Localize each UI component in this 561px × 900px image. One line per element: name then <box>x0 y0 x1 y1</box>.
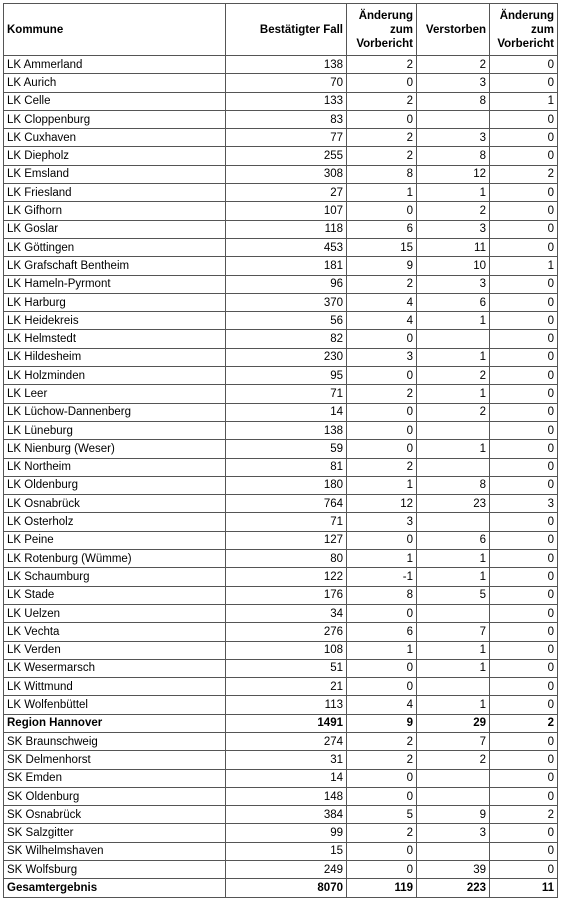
death-change-cell: 0 <box>490 751 558 769</box>
case-change-cell: 0 <box>347 440 417 458</box>
kommune-cell: LK Celle <box>4 92 226 110</box>
deaths-cell: 2 <box>417 367 490 385</box>
table-row <box>4 550 558 568</box>
deaths-cell: 2 <box>417 403 490 421</box>
case-change-cell: 4 <box>347 696 417 714</box>
case-change-cell: 5 <box>347 806 417 824</box>
death-change-cell: 0 <box>490 220 558 238</box>
confirmed-cases-cell: 274 <box>226 732 347 750</box>
death-change-cell: 3 <box>490 495 558 513</box>
deaths-cell: 7 <box>417 732 490 750</box>
confirmed-cases-cell: 180 <box>226 476 347 494</box>
deaths-cell: 1 <box>417 659 490 677</box>
kommune-cell: LK Hildesheim <box>4 348 226 366</box>
case-change-cell: 0 <box>347 659 417 677</box>
case-change-cell: 1 <box>347 550 417 568</box>
confirmed-cases-cell: 108 <box>226 641 347 659</box>
confirmed-cases-cell: 107 <box>226 202 347 220</box>
kommune-cell: LK Peine <box>4 531 226 549</box>
confirmed-cases-cell: 230 <box>226 348 347 366</box>
case-change-cell: 0 <box>347 330 417 348</box>
death-change-cell: 0 <box>490 550 558 568</box>
confirmed-cases-cell: 453 <box>226 238 347 256</box>
confirmed-cases-cell: 82 <box>226 330 347 348</box>
deaths-cell: 2 <box>417 751 490 769</box>
deaths-cell: 11 <box>417 238 490 256</box>
death-change-cell: 0 <box>490 842 558 860</box>
confirmed-cases-cell: 81 <box>226 458 347 476</box>
table-row <box>4 513 558 531</box>
deaths-cell <box>417 421 490 439</box>
confirmed-cases-cell: 1491 <box>226 714 347 732</box>
deaths-cell <box>417 842 490 860</box>
table-row <box>4 842 558 860</box>
confirmed-cases-cell: 113 <box>226 696 347 714</box>
death-change-cell: 0 <box>490 861 558 879</box>
death-change-cell: 0 <box>490 385 558 403</box>
confirmed-cases-cell: 255 <box>226 147 347 165</box>
case-change-cell: 8 <box>347 165 417 183</box>
kommune-cell: LK Osnabrück <box>4 495 226 513</box>
case-change-cell: 2 <box>347 824 417 842</box>
case-change-cell: 0 <box>347 74 417 92</box>
table-row <box>4 641 558 659</box>
death-change-cell: 2 <box>490 165 558 183</box>
case-change-cell: 2 <box>347 385 417 403</box>
confirmed-cases-cell: 99 <box>226 824 347 842</box>
death-change-cell: 0 <box>490 641 558 659</box>
case-change-cell: 0 <box>347 842 417 860</box>
kommune-cell: LK Leer <box>4 385 226 403</box>
case-change-cell: 2 <box>347 129 417 147</box>
case-change-cell: 3 <box>347 348 417 366</box>
confirmed-cases-cell: 96 <box>226 275 347 293</box>
death-change-cell: 0 <box>490 238 558 256</box>
case-change-cell: 2 <box>347 732 417 750</box>
death-change-cell: 0 <box>490 440 558 458</box>
table-row <box>4 824 558 842</box>
death-change-cell: 0 <box>490 403 558 421</box>
death-change-cell: 0 <box>490 56 558 74</box>
deaths-cell: 1 <box>417 440 490 458</box>
death-change-cell: 0 <box>490 348 558 366</box>
death-change-cell: 0 <box>490 568 558 586</box>
table-row <box>4 751 558 769</box>
table-row <box>4 458 558 476</box>
kommune-cell: LK Gifhorn <box>4 202 226 220</box>
table-row <box>4 732 558 750</box>
confirmed-cases-cell: 276 <box>226 623 347 641</box>
death-change-cell: 0 <box>490 275 558 293</box>
death-change-cell: 0 <box>490 696 558 714</box>
case-change-cell: 15 <box>347 238 417 256</box>
kommune-cell: LK Vechta <box>4 623 226 641</box>
death-change-cell: 0 <box>490 184 558 202</box>
kommune-cell: LK Lüchow-Dannenberg <box>4 403 226 421</box>
confirmed-cases-cell: 59 <box>226 440 347 458</box>
table-row <box>4 421 558 439</box>
kommune-cell: LK Oldenburg <box>4 476 226 494</box>
kommune-cell: LK Wittmund <box>4 678 226 696</box>
confirmed-cases-cell: 83 <box>226 110 347 128</box>
case-change-cell: 1 <box>347 641 417 659</box>
death-change-cell: 0 <box>490 586 558 604</box>
kommune-cell: LK Northeim <box>4 458 226 476</box>
table-row <box>4 56 558 74</box>
header-case-change: Änderung zum Vorbericht <box>347 4 417 56</box>
deaths-cell <box>417 787 490 805</box>
kommune-cell: LK Rotenburg (Wümme) <box>4 550 226 568</box>
deaths-cell: 1 <box>417 385 490 403</box>
deaths-cell: 1 <box>417 568 490 586</box>
table-row <box>4 92 558 110</box>
kommune-cell: SK Oldenburg <box>4 787 226 805</box>
death-change-cell: 0 <box>490 604 558 622</box>
kommune-cell: LK Goslar <box>4 220 226 238</box>
death-change-cell: 0 <box>490 476 558 494</box>
table-row <box>4 238 558 256</box>
death-change-cell: 0 <box>490 732 558 750</box>
table-row <box>4 403 558 421</box>
kommune-cell: LK Wolfenbüttel <box>4 696 226 714</box>
death-change-cell: 0 <box>490 147 558 165</box>
death-change-cell: 0 <box>490 129 558 147</box>
deaths-cell: 5 <box>417 586 490 604</box>
kommune-cell: LK Osterholz <box>4 513 226 531</box>
confirmed-cases-cell: 384 <box>226 806 347 824</box>
kommune-cell: LK Aurich <box>4 74 226 92</box>
confirmed-cases-cell: 15 <box>226 842 347 860</box>
table-row <box>4 257 558 275</box>
table-row <box>4 861 558 879</box>
death-change-cell: 0 <box>490 769 558 787</box>
death-change-cell: 1 <box>490 257 558 275</box>
confirmed-cases-cell: 181 <box>226 257 347 275</box>
table-row <box>4 74 558 92</box>
death-change-cell: 11 <box>490 879 558 897</box>
confirmed-cases-cell: 27 <box>226 184 347 202</box>
deaths-cell: 6 <box>417 293 490 311</box>
kommune-cell: SK Delmenhorst <box>4 751 226 769</box>
table-header <box>4 4 558 56</box>
deaths-cell: 12 <box>417 165 490 183</box>
confirmed-cases-cell: 249 <box>226 861 347 879</box>
table-row <box>4 714 558 732</box>
kommune-cell: SK Osnabrück <box>4 806 226 824</box>
table-row <box>4 787 558 805</box>
table-row <box>4 293 558 311</box>
deaths-cell: 8 <box>417 476 490 494</box>
table-row <box>4 806 558 824</box>
table-row <box>4 165 558 183</box>
death-change-cell: 0 <box>490 110 558 128</box>
deaths-cell: 8 <box>417 147 490 165</box>
case-change-cell: 2 <box>347 92 417 110</box>
deaths-cell: 1 <box>417 184 490 202</box>
case-change-cell: 9 <box>347 714 417 732</box>
table-row <box>4 769 558 787</box>
case-change-cell: 1 <box>347 476 417 494</box>
table-row <box>4 476 558 494</box>
confirmed-cases-cell: 51 <box>226 659 347 677</box>
kommune-cell: Gesamtergebnis <box>4 879 226 897</box>
death-change-cell: 0 <box>490 312 558 330</box>
table-row <box>4 678 558 696</box>
case-change-cell: 1 <box>347 184 417 202</box>
case-change-cell: 0 <box>347 861 417 879</box>
table-row <box>4 275 558 293</box>
kommune-cell: LK Helmstedt <box>4 330 226 348</box>
deaths-cell: 2 <box>417 202 490 220</box>
table-row <box>4 348 558 366</box>
death-change-cell: 0 <box>490 659 558 677</box>
confirmed-cases-cell: 77 <box>226 129 347 147</box>
kommune-cell: LK Schaumburg <box>4 568 226 586</box>
death-change-cell: 0 <box>490 623 558 641</box>
death-change-cell: 0 <box>490 202 558 220</box>
confirmed-cases-cell: 133 <box>226 92 347 110</box>
death-change-cell: 2 <box>490 714 558 732</box>
confirmed-cases-cell: 31 <box>226 751 347 769</box>
case-change-cell: 9 <box>347 257 417 275</box>
deaths-cell <box>417 110 490 128</box>
case-change-cell: 2 <box>347 56 417 74</box>
case-change-cell: 2 <box>347 458 417 476</box>
table-row <box>4 531 558 549</box>
kommune-cell: LK Hameln-Pyrmont <box>4 275 226 293</box>
deaths-cell: 3 <box>417 220 490 238</box>
case-change-cell: 0 <box>347 604 417 622</box>
confirmed-cases-cell: 21 <box>226 678 347 696</box>
death-change-cell: 1 <box>490 92 558 110</box>
deaths-cell <box>417 330 490 348</box>
confirmed-cases-cell: 764 <box>226 495 347 513</box>
header-deaths: Verstorben <box>417 4 490 56</box>
confirmed-cases-cell: 8070 <box>226 879 347 897</box>
confirmed-cases-cell: 80 <box>226 550 347 568</box>
confirmed-cases-cell: 138 <box>226 56 347 74</box>
confirmed-cases-cell: 14 <box>226 769 347 787</box>
deaths-cell: 1 <box>417 312 490 330</box>
case-change-cell: 12 <box>347 495 417 513</box>
deaths-cell <box>417 604 490 622</box>
table-row <box>4 330 558 348</box>
deaths-cell: 39 <box>417 861 490 879</box>
death-change-cell: 0 <box>490 678 558 696</box>
case-change-cell: 6 <box>347 220 417 238</box>
kommune-cell: SK Salzgitter <box>4 824 226 842</box>
deaths-cell: 10 <box>417 257 490 275</box>
case-change-cell: 0 <box>347 421 417 439</box>
death-change-cell: 0 <box>490 367 558 385</box>
kommune-cell: LK Stade <box>4 586 226 604</box>
header-death-change: Änderung zum Vorbericht <box>490 4 558 56</box>
table-row <box>4 184 558 202</box>
kommune-cell: LK Diepholz <box>4 147 226 165</box>
deaths-cell: 29 <box>417 714 490 732</box>
confirmed-cases-cell: 148 <box>226 787 347 805</box>
confirmed-cases-cell: 70 <box>226 74 347 92</box>
case-change-cell: 0 <box>347 367 417 385</box>
case-change-cell: 4 <box>347 293 417 311</box>
kommune-cell: SK Wolfsburg <box>4 861 226 879</box>
kommune-cell: SK Wilhelmshaven <box>4 842 226 860</box>
covid-cases-table <box>3 3 558 898</box>
confirmed-cases-cell: 122 <box>226 568 347 586</box>
table-row <box>4 220 558 238</box>
case-change-cell: 4 <box>347 312 417 330</box>
table-row <box>4 129 558 147</box>
kommune-cell: LK Cuxhaven <box>4 129 226 147</box>
confirmed-cases-cell: 34 <box>226 604 347 622</box>
case-change-cell: -1 <box>347 568 417 586</box>
table-row <box>4 659 558 677</box>
death-change-cell: 0 <box>490 330 558 348</box>
case-change-cell: 6 <box>347 623 417 641</box>
deaths-cell: 3 <box>417 824 490 842</box>
case-change-cell: 3 <box>347 513 417 531</box>
table-row <box>4 312 558 330</box>
table-row <box>4 110 558 128</box>
case-change-cell: 0 <box>347 202 417 220</box>
deaths-cell: 7 <box>417 623 490 641</box>
kommune-cell: LK Nienburg (Weser) <box>4 440 226 458</box>
deaths-cell: 8 <box>417 92 490 110</box>
kommune-cell: SK Emden <box>4 769 226 787</box>
table-row <box>4 147 558 165</box>
kommune-cell: LK Cloppenburg <box>4 110 226 128</box>
deaths-cell: 1 <box>417 550 490 568</box>
kommune-cell: LK Lüneburg <box>4 421 226 439</box>
table-row <box>4 586 558 604</box>
case-change-cell: 0 <box>347 769 417 787</box>
table-row <box>4 696 558 714</box>
deaths-cell <box>417 513 490 531</box>
case-change-cell: 0 <box>347 403 417 421</box>
case-change-cell: 119 <box>347 879 417 897</box>
death-change-cell: 0 <box>490 513 558 531</box>
confirmed-cases-cell: 71 <box>226 385 347 403</box>
table-row <box>4 495 558 513</box>
table-row <box>4 879 558 897</box>
death-change-cell: 0 <box>490 531 558 549</box>
header-kommune: Kommune <box>4 4 226 56</box>
death-change-cell: 0 <box>490 421 558 439</box>
table-body <box>4 56 558 898</box>
confirmed-cases-cell: 176 <box>226 586 347 604</box>
confirmed-cases-cell: 370 <box>226 293 347 311</box>
kommune-cell: LK Göttingen <box>4 238 226 256</box>
deaths-cell: 3 <box>417 74 490 92</box>
death-change-cell: 0 <box>490 824 558 842</box>
kommune-cell: LK Wesermarsch <box>4 659 226 677</box>
death-change-cell: 2 <box>490 806 558 824</box>
confirmed-cases-cell: 308 <box>226 165 347 183</box>
deaths-cell: 1 <box>417 641 490 659</box>
confirmed-cases-cell: 127 <box>226 531 347 549</box>
case-change-cell: 2 <box>347 275 417 293</box>
deaths-cell: 223 <box>417 879 490 897</box>
table-row <box>4 385 558 403</box>
table-row <box>4 568 558 586</box>
deaths-cell: 1 <box>417 696 490 714</box>
deaths-cell <box>417 678 490 696</box>
kommune-cell: LK Emsland <box>4 165 226 183</box>
deaths-cell: 9 <box>417 806 490 824</box>
deaths-cell: 3 <box>417 129 490 147</box>
confirmed-cases-cell: 71 <box>226 513 347 531</box>
deaths-cell: 1 <box>417 348 490 366</box>
confirmed-cases-cell: 14 <box>226 403 347 421</box>
death-change-cell: 0 <box>490 293 558 311</box>
deaths-cell <box>417 769 490 787</box>
confirmed-cases-cell: 95 <box>226 367 347 385</box>
case-change-cell: 0 <box>347 678 417 696</box>
kommune-cell: Region Hannover <box>4 714 226 732</box>
table-row <box>4 367 558 385</box>
kommune-cell: LK Uelzen <box>4 604 226 622</box>
deaths-cell: 23 <box>417 495 490 513</box>
case-change-cell: 0 <box>347 787 417 805</box>
case-change-cell: 0 <box>347 110 417 128</box>
confirmed-cases-cell: 138 <box>226 421 347 439</box>
deaths-cell: 2 <box>417 56 490 74</box>
deaths-cell: 3 <box>417 275 490 293</box>
kommune-cell: LK Verden <box>4 641 226 659</box>
confirmed-cases-cell: 56 <box>226 312 347 330</box>
deaths-cell: 6 <box>417 531 490 549</box>
confirmed-cases-cell: 118 <box>226 220 347 238</box>
death-change-cell: 0 <box>490 787 558 805</box>
kommune-cell: LK Heidekreis <box>4 312 226 330</box>
kommune-cell: LK Harburg <box>4 293 226 311</box>
death-change-cell: 0 <box>490 458 558 476</box>
kommune-cell: LK Friesland <box>4 184 226 202</box>
table-row <box>4 604 558 622</box>
case-change-cell: 0 <box>347 531 417 549</box>
kommune-cell: SK Braunschweig <box>4 732 226 750</box>
table-row <box>4 623 558 641</box>
deaths-cell <box>417 458 490 476</box>
table-row <box>4 202 558 220</box>
header-row <box>4 4 558 56</box>
case-change-cell: 2 <box>347 147 417 165</box>
header-confirmed-cases: Bestätigter Fall <box>226 4 347 56</box>
case-change-cell: 2 <box>347 751 417 769</box>
kommune-cell: LK Ammerland <box>4 56 226 74</box>
death-change-cell: 0 <box>490 74 558 92</box>
kommune-cell: LK Grafschaft Bentheim <box>4 257 226 275</box>
kommune-cell: LK Holzminden <box>4 367 226 385</box>
table-row <box>4 440 558 458</box>
case-change-cell: 8 <box>347 586 417 604</box>
